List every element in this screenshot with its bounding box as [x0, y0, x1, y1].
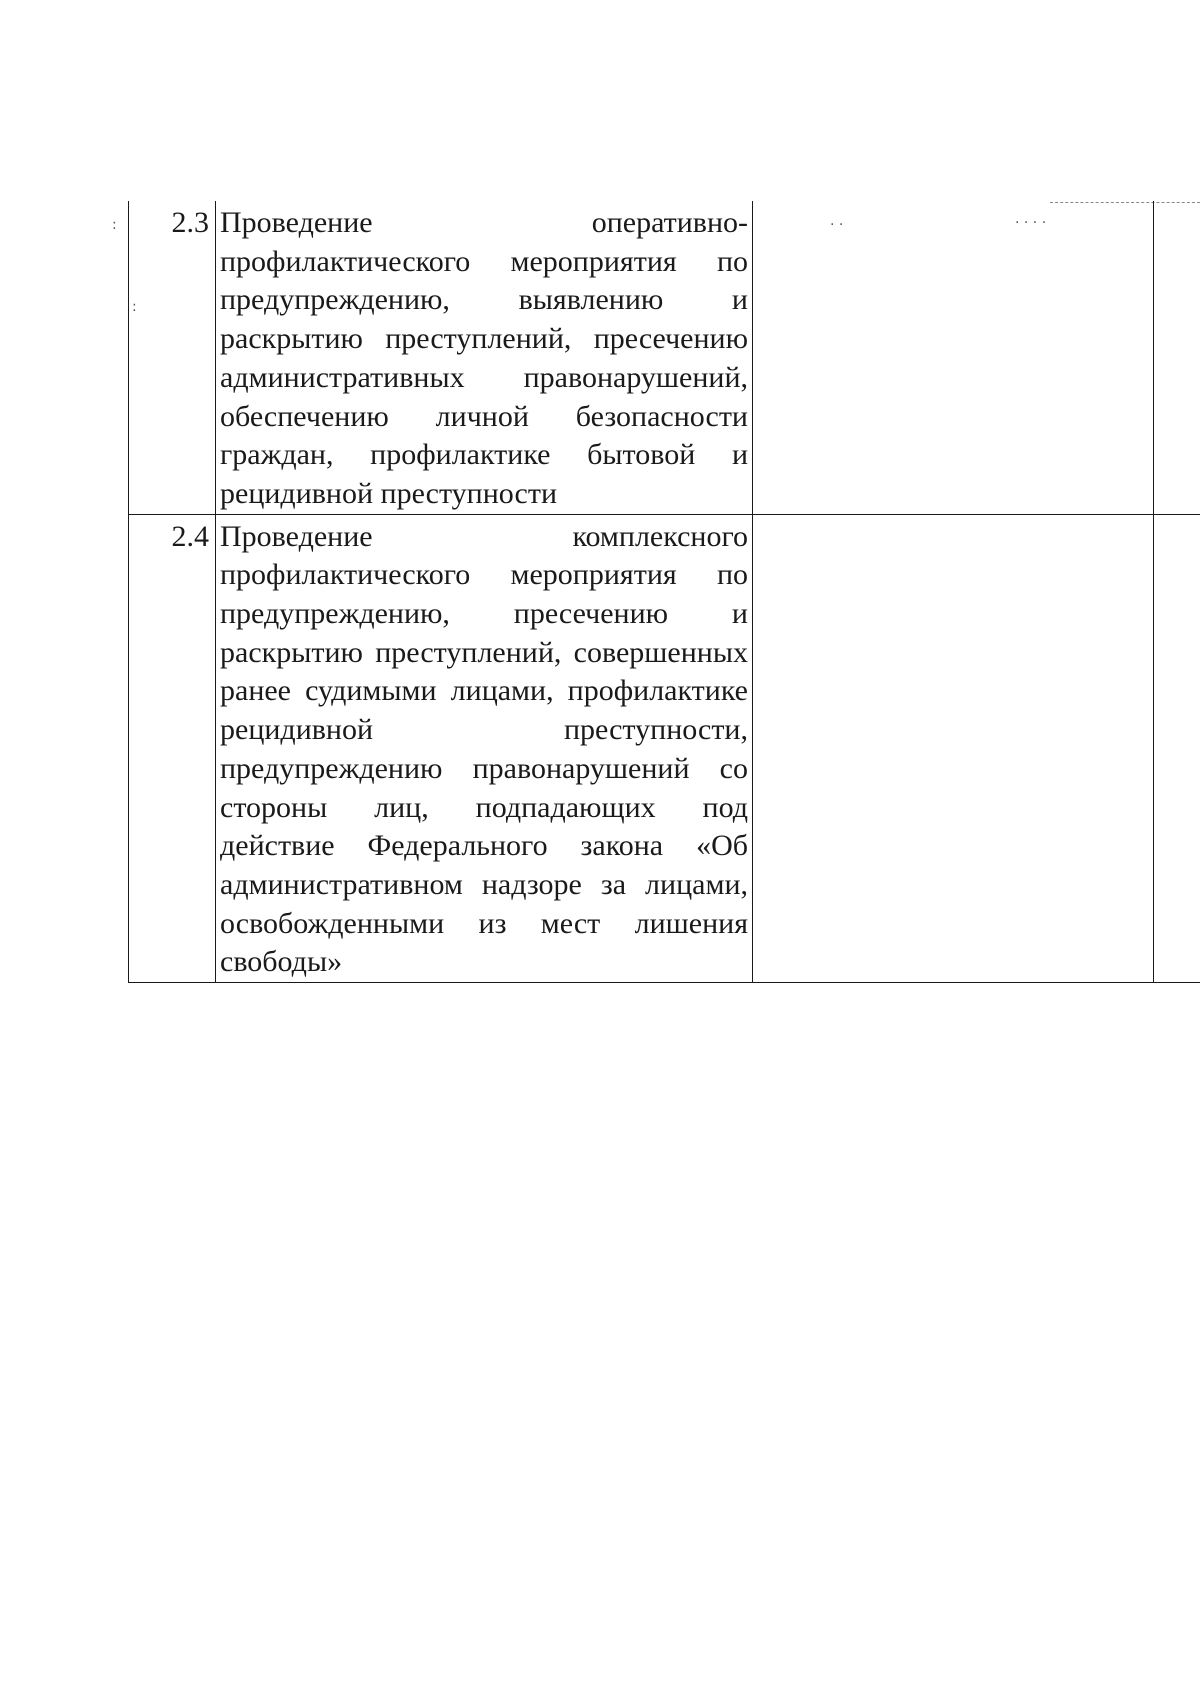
scan-speck: · · · ·	[1015, 215, 1047, 231]
table-row	[129, 514, 1200, 982]
row-number: 2.4	[129, 514, 216, 982]
row-extra	[1154, 514, 1200, 982]
row-extra	[1154, 201, 1200, 514]
table-row	[129, 201, 1200, 514]
row-number: 2.3	[129, 201, 216, 514]
measures-table	[128, 201, 1200, 983]
scan-speck: · ·	[830, 217, 844, 233]
row-executor	[753, 514, 1154, 982]
row-executor	[753, 201, 1154, 514]
row-description: Проведение комплексного профилактического мероприятия по предупреждению, пресечению и раскрытию преступлений, совершенных ранее судимыми лицами, профилактике рецидивной преступности, предупреждению правонарушений со стороны лиц, подпадающих под действие Федерального закона «Об административном надзоре за лицами, освобожденными из мест лишения свободы»	[216, 514, 753, 982]
scan-speck: :	[112, 217, 117, 233]
row-description: Проведение оперативно-профилактического мероприятия по предупреждению, выявлению и раскрытию преступлений, пресечению административных правонарушений, обеспечению личной безопасности граждан, профилактике бытовой и рецидивной преступности	[216, 201, 753, 514]
scan-speck: :	[132, 299, 137, 315]
